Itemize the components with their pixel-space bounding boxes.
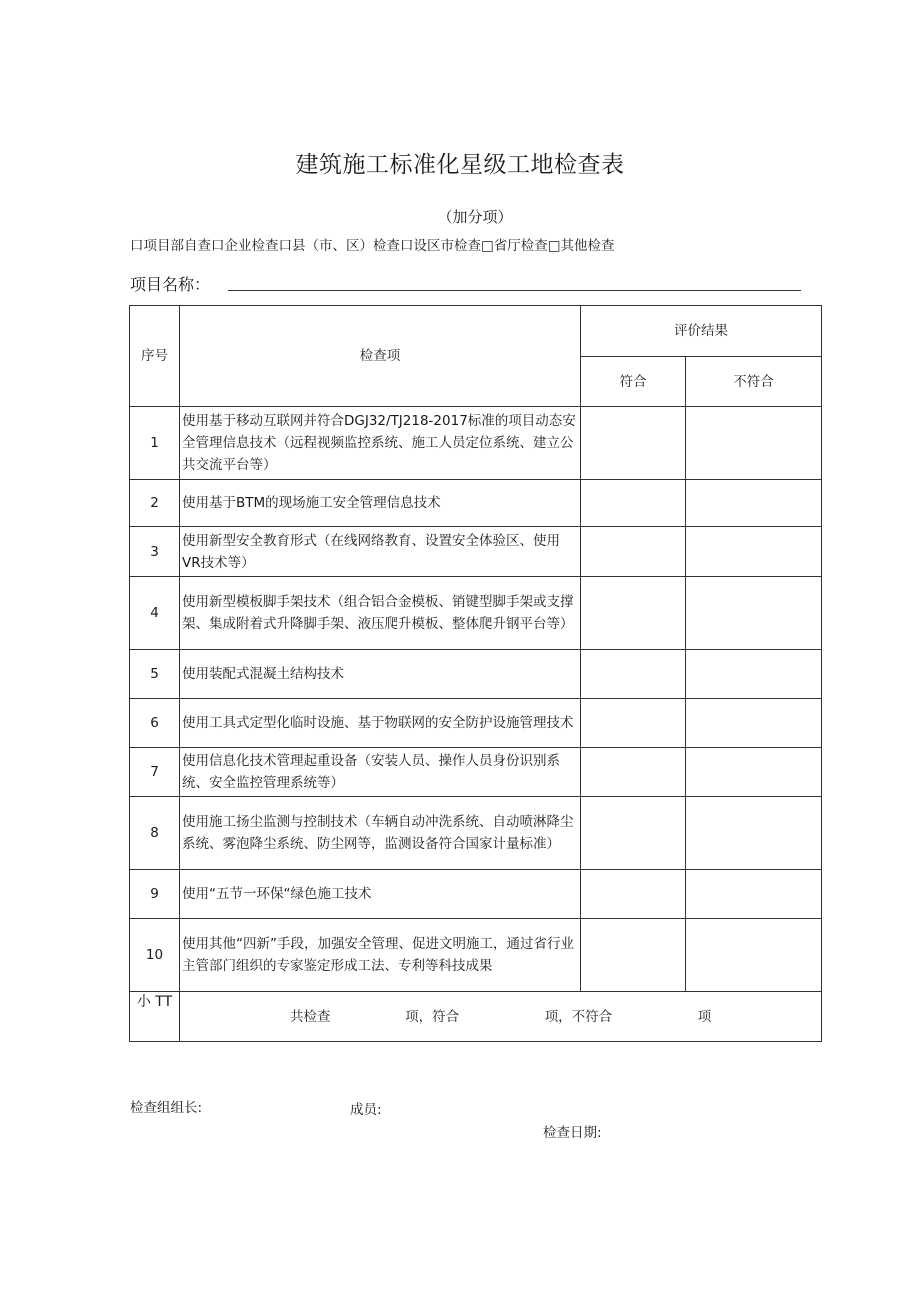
row-number: 4 <box>130 577 180 650</box>
fail-cell[interactable] <box>686 797 822 870</box>
inspection-table <box>129 305 822 1042</box>
fail-cell[interactable] <box>686 748 822 797</box>
pass-cell[interactable] <box>581 919 686 992</box>
row-item-text: 使用“五节一环保“绿色施工技术 <box>180 870 581 919</box>
row-item-text: 使用工具式定型化临时设施、基于物联网的安全防护设施管理技术 <box>180 699 581 748</box>
subtotal-total-text: 共检查 <box>290 1008 331 1025</box>
row-item-text: 使用新型安全教育形式（在线网络教育、设置安全体验区、使用VR技术等） <box>180 527 581 577</box>
table-row <box>130 407 822 480</box>
row-number: 2 <box>130 480 180 527</box>
row-number: 8 <box>130 797 180 870</box>
subtotal-fail-text: 项，不符合 <box>544 1008 613 1025</box>
table-row <box>130 919 822 992</box>
row-number: 6 <box>130 699 180 748</box>
table-row <box>130 527 822 577</box>
page-subtitle: （加分项） <box>437 208 513 226</box>
page-title: 建筑施工标准化星级工地检查表 <box>295 152 625 178</box>
row-item-text: 使用基于移动互联网并符合DGJ32/TJ218-2017标准的项目动态安全管理信息技术（远程视频监控系统、施工人员定位系统、建立公共交流平台等） <box>180 407 581 480</box>
fail-cell[interactable] <box>686 407 822 480</box>
header-pass: 符合 <box>581 357 686 407</box>
pass-cell[interactable] <box>581 650 686 699</box>
row-item-text: 使用装配式混凝土结构技术 <box>180 650 581 699</box>
table-row <box>130 650 822 699</box>
check-type-options: 口项目部自查口企业检查口县（市、区）检查口设区市检查□省厅检查□其他检查 <box>130 238 615 254</box>
fail-cell[interactable] <box>686 870 822 919</box>
row-item-text: 使用施工扬尘监测与控制技术（车辆自动冲洗系统、自动喷淋降尘系统、雾泡降尘系统、防尘网等，监测设备符合国家计量标准） <box>180 797 581 870</box>
table-row <box>130 480 822 527</box>
leader-label: 检查组组长: <box>130 1100 203 1116</box>
header-eval: 评价结果 <box>581 306 822 357</box>
fail-cell[interactable] <box>686 919 822 992</box>
pass-cell[interactable] <box>581 870 686 919</box>
row-number: 7 <box>130 748 180 797</box>
table-row <box>130 748 822 797</box>
subtotal-row <box>130 992 822 1042</box>
member-label: 成员: <box>350 1102 382 1118</box>
project-name-label: 项目名称： <box>130 275 211 294</box>
pass-cell[interactable] <box>581 577 686 650</box>
pass-cell[interactable] <box>581 748 686 797</box>
row-number: 9 <box>130 870 180 919</box>
pass-cell[interactable] <box>581 699 686 748</box>
subtotal-summary <box>180 992 822 1042</box>
row-item-text: 使用信息化技术管理起重设备（安装人员、操作人员身份识别系统、安全监控管理系统等） <box>180 748 581 797</box>
pass-cell[interactable] <box>581 527 686 577</box>
fail-cell[interactable] <box>686 577 822 650</box>
pass-cell[interactable] <box>581 407 686 480</box>
header-item: 检查项 <box>180 306 581 407</box>
date-label: 检查日期: <box>543 1125 602 1141</box>
project-name-field[interactable] <box>228 290 801 291</box>
subtotal-label: 小 TT <box>130 992 180 1042</box>
table-row <box>130 870 822 919</box>
row-item-text: 使用其他“四新”手段，加强安全管理、促进文明施工，通过省行业主管部门组织的专家鉴定形成工法、专利等科技成果 <box>180 919 581 992</box>
row-number: 5 <box>130 650 180 699</box>
row-number: 3 <box>130 527 180 577</box>
pass-cell[interactable] <box>581 480 686 527</box>
fail-cell[interactable] <box>686 480 822 527</box>
row-item-text: 使用基于BTM的现场施工安全管理信息技术 <box>180 480 581 527</box>
fail-cell[interactable] <box>686 699 822 748</box>
fail-cell[interactable] <box>686 527 822 577</box>
table-row <box>130 577 822 650</box>
table-row <box>130 797 822 870</box>
pass-cell[interactable] <box>581 797 686 870</box>
row-item-text: 使用新型模板脚手架技术（组合铝合金模板、销键型脚手架或支撑架、集成附着式升降脚手架、液压爬升模板、整体爬升钢平台等） <box>180 577 581 650</box>
table-row <box>130 699 822 748</box>
fail-cell[interactable] <box>686 650 822 699</box>
row-number: 10 <box>130 919 180 992</box>
subtotal-pass-text: 项，符合 <box>405 1008 460 1025</box>
subtotal-unit-text: 项 <box>697 1008 712 1025</box>
row-number: 1 <box>130 407 180 480</box>
header-seq: 序号 <box>130 306 180 407</box>
header-fail: 不符合 <box>686 357 822 407</box>
